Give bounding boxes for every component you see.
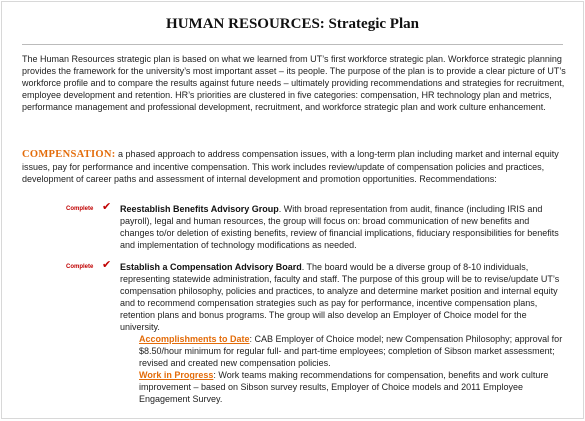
compensation-heading: COMPENSATION:: [22, 149, 116, 160]
recommendation-title: Reestablish Benefits Advisory Group: [120, 204, 279, 214]
status-complete-label: Complete: [66, 206, 94, 212]
intro-paragraph: The Human Resources strategic plan is based on what we learned from UT’s first workforce strategic plan. Workforce strategic planning provides the framework for the university’s most important asset – its people. The purpose of the plan is to provide a clear picture of UT’s workforce profile and to compare the results against future needs – ultimately providing recommendations and strategies for recruitment, employee development and retention. HR’s priorities are clustered in five categories: compensation, HR technology plan and metrics, performance management and professional development, recruitment, and workforce strategic plan and work culture enhancement.: [22, 54, 566, 112]
checkmark-icon: ✔: [102, 259, 112, 271]
recommendation-title: Establish a Compensation Advisory Board: [120, 262, 302, 272]
compensation-paragraph: [22, 148, 567, 185]
status-complete-label: Complete: [66, 264, 94, 270]
compensation-text: a phased approach to address compensation issues, with a long-term plan including market and internal equity issues, pay for performance and incentive compensation. This work includes review/update of compensation policies and practices, development of career paths and assessment of internal development and promotion opportunities. Recommendations:: [22, 149, 559, 184]
work-in-progress-text: : Work teams making recommendations for compensation, benefits and work culture improvement – based on Sibson survey results, Employer of Choice models and 2011 Employee Engagement Survey.: [139, 370, 549, 404]
accomplishments-label: Accomplishments to Date: [139, 334, 250, 344]
title-divider: [22, 44, 563, 45]
page-title: HUMAN RESOURCES: Strategic Plan: [166, 16, 419, 32]
accomplishments-text: : CAB Employer of Choice model; new Compensation Philosophy; approval for $8.50/hour minimum for regular full- and part-time employees; completion of Sibson market assessment; revised and created new compensation policies.: [139, 334, 563, 368]
recommendation-text: . With broad representation from audit, finance (including IRIS and payroll), legal and human resources, the group will focus on: broad communication of new benefits and changes to/or deletion of existing benefits, review of financial implications, fiduciary responsibilities for benefits and implementation of technology modifications as needed.: [120, 204, 559, 250]
checkmark-icon: ✔: [102, 201, 112, 213]
accomplishments-paragraph: [139, 333, 564, 369]
work-in-progress-label: Work in Progress: [139, 370, 214, 380]
recommendation-text: . The board would be a diverse group of 8-10 individuals, representing statewide administration, faculty and staff. The purpose of this group will be to revise/update UT’s compensation philosophy, policies and practices, to analyze and determine market position and internal equity and to recommend compensation strategies such as pay for performance, incentive compensation plans, retention plans and bonus programs. The group will also develop an Employer of Choice model for the university.: [120, 262, 560, 332]
work-in-progress-paragraph: [139, 369, 564, 405]
recommendation-item: [120, 203, 565, 251]
document-page: [1, 1, 584, 419]
recommendation-item: [120, 261, 565, 333]
